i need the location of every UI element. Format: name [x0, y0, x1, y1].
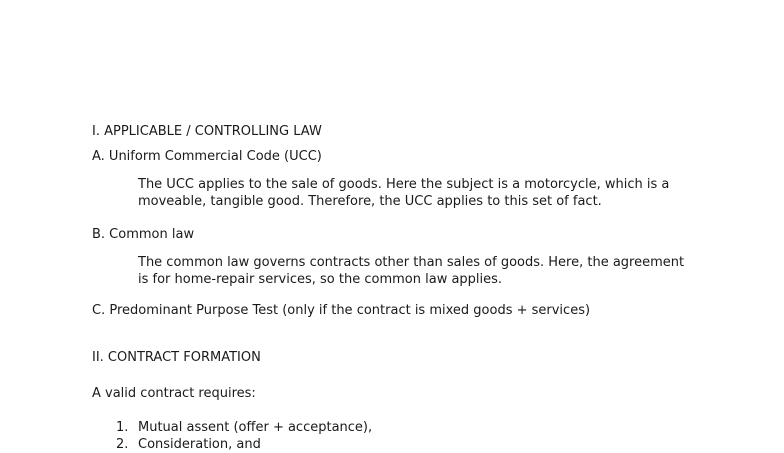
list-item-text: Mutual assent (offer + acceptance), [138, 420, 373, 435]
list-item-number: 2. [116, 437, 129, 452]
section-2-heading: II. CONTRACT FORMATION [92, 350, 261, 365]
list-item [116, 436, 372, 453]
list-item-number: 1. [116, 420, 129, 435]
subsection-b-label: B. Common law [92, 227, 195, 242]
requirements-intro: A valid contract requires: [92, 386, 256, 401]
requirements-list [116, 419, 372, 453]
subsection-b-text: The common law governs contracts other than sales of goods. Here, the agreement is for home-repair services, so the common law applies. [138, 255, 685, 287]
list-item [116, 419, 372, 436]
subsection-a-label: A. Uniform Commercial Code (UCC) [92, 149, 322, 164]
subsection-a-text: The UCC applies to the sale of goods. Here the subject is a motorcycle, which is a moveable, tangible good. Therefore, the UCC applies to this set of fact. [138, 177, 670, 209]
subsection-c-label: C. Predominant Purpose Test (only if the contract is mixed goods + services) [92, 303, 591, 318]
list-item-text: Consideration, and [138, 437, 261, 452]
section-1-heading: I. APPLICABLE / CONTROLLING LAW [92, 124, 322, 139]
